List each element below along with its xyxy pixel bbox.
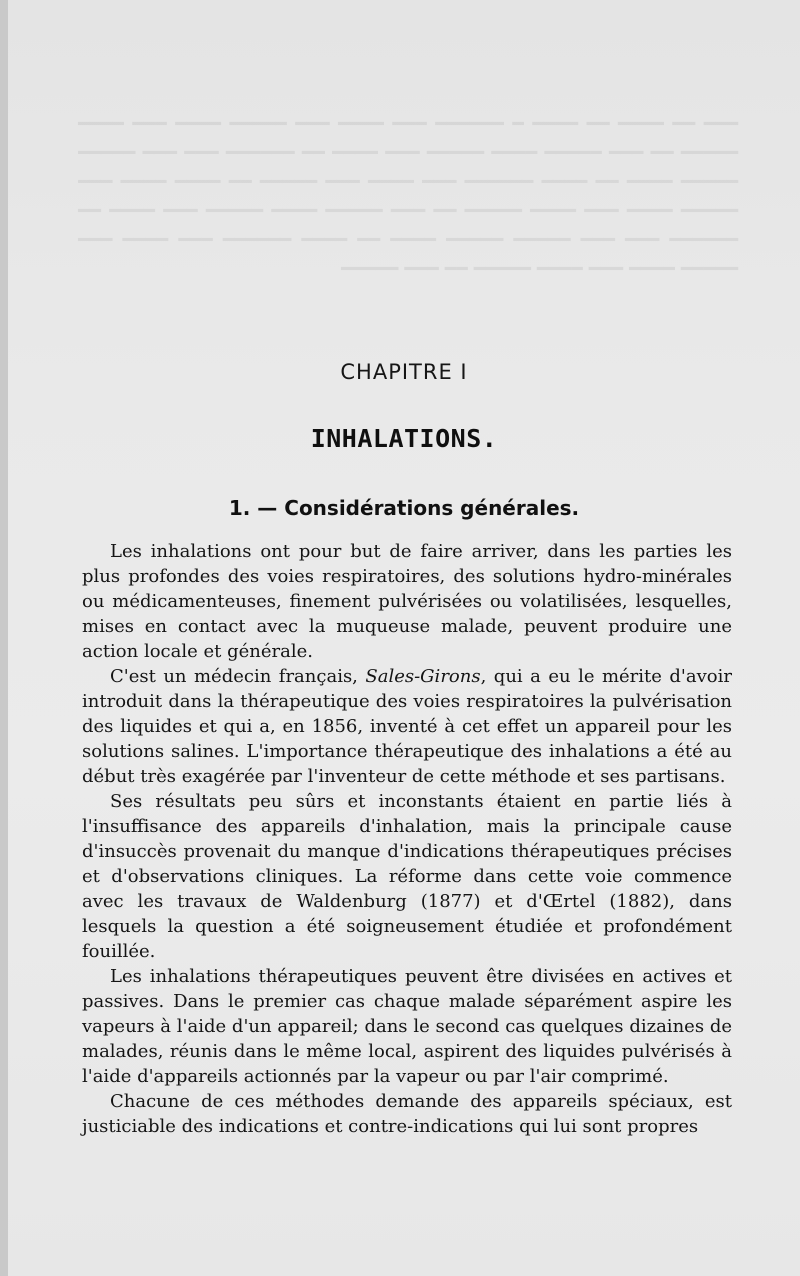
section-heading: 1. — Considérations générales. [228, 496, 580, 520]
paragraph-2-end: , qui a eu le mérite d'avoir introduit dans la thérapeutique des voies respiratoires la pulvérisation des liquides et qui a, en 1856, inventé à cet effet un appareil pour les solutions salines. L'importance thérapeutique des inhalations a été au début très exagérée par l'inventeur de cette méthode et ses partisans. [82, 666, 732, 787]
paragraph-5: Chacune de ces méthodes demande des appareils spéciaux, est justiciable des indications et contre-indications qui lui sont propres [82, 1091, 732, 1137]
body-text [82, 539, 732, 1139]
paragraph-2 [82, 664, 732, 789]
chapter-heading: CHAPITRE I [340, 360, 468, 384]
paragraph-3: Ses résultats peu sûrs et inconstants étaient en partie liés à l'insuffisance des appareils d'inhalation, mais la principale cause d'insuccès provenait du manque d'indications thérapeutiques précises et d'observations cliniques. La réforme dans cette voie commence avec les travaux de Waldenburg (1877) et d'Œrtel (1882), dans lesquels la question a été soigneusement étudiée et profondément fouillée. [82, 791, 732, 962]
paragraph-1: Les inhalations ont pour but de faire arriver, dans les parties les plus profondes des voies respiratoires, des solutions hydro-minérales ou médicamenteuses, finement pulvérisées ou volatilisées, lesquelles, mises en contact avec la muqueuse malade, peuvent produire une action locale et générale. [82, 541, 732, 662]
paragraph-2-start: C'est un médecin français, [110, 666, 366, 687]
page-title: INHALATIONS. [310, 424, 498, 453]
show-through-texture: ​━━━ ━━ ━━━━ ━━ ━━━━ ━ ━━━━━━ ━━━ ━━━━ ━━━ ━━━━━ ━━━━ ━━━ ━━━━ ━━━━━ ━━ ━━━ ━━━━━ ━━━━ ━━━━━ ━━━ ━━━━ ━━ ━━━━━━ ━━━ ━━━ ━━━━━ ━━━━━ ━━━━ ━━ ━━━━ ━━━━━━ ━━━ ━━━━ ━━━ ━━━━━ ━━ ━━━━ ━━━━ ━━━ ━━━━━ ━━━━ ━━━ ━━━━ ━━━━━ ━━ ━━━ ━━━━━ ━━━━ ━━━━━ ━━━ ━━━━ ━━ ━━━━━━ ━━━ ━━━ ━━━━━ ━━━━━ ━━━━ ━━ ━━━━ ━━━━━━ ━━━ ━━━━ ━━━ ━━━━━ ━━━━ ━━━ ━━━━ ━━━━━ ━━ ━━━ ━━━━━ [78, 113, 738, 280]
paragraph-4: Les inhalations thérapeutiques peuvent être divisées en actives et passives. Dans le premier cas chaque malade séparément aspire les vapeurs à l'aide d'un appareil; dans le second cas quelques dizaines de malades, réunis dans le même local, aspirent des liquides pulvérisés à l'aide d'appareils actionnés par la vapeur ou par l'air comprimé. [82, 966, 732, 1087]
author-name: Sales-Girons [365, 666, 481, 687]
book-page [8, 0, 800, 1276]
